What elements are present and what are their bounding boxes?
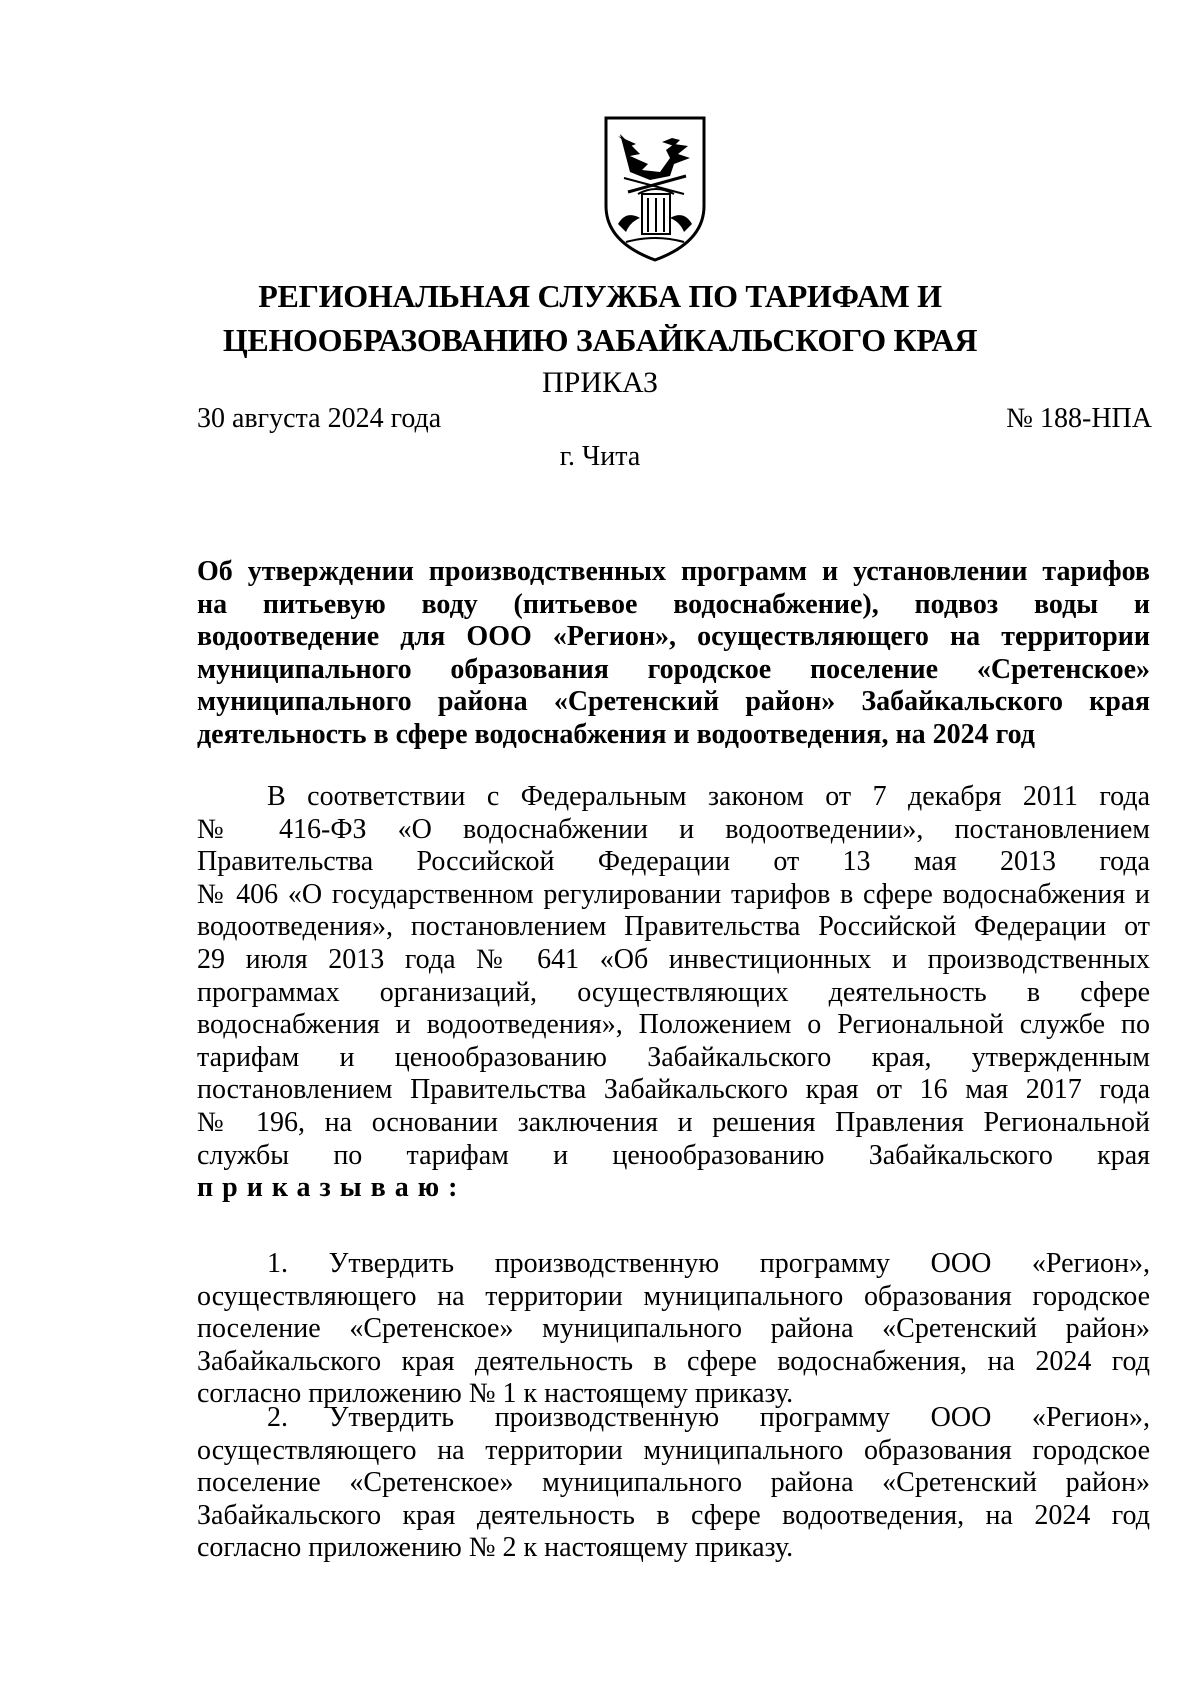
- order-item-2: [197, 1402, 1150, 1565]
- title-line: водоотведение для ООО «Регион», осуществляющего на территории: [197, 621, 1150, 653]
- preamble-line: водоснабжения и водоотведения», Положением о Региональной службе по: [197, 1009, 1150, 1041]
- title-line: муниципального образования городское поселение «Сретенское»: [197, 653, 1150, 685]
- item-line: 2. Утвердить производственную программу ООО «Регион»,: [267, 1402, 1150, 1433]
- organization-name: [0, 274, 1200, 362]
- title-line: Об утверждении производственных программ и установлении тарифов: [197, 556, 1150, 587]
- preamble-line: водоотведения», постановлением Правительства Российской Федерации от: [197, 911, 1150, 943]
- order-item-1: [197, 1248, 1150, 1411]
- preamble-line: 29 июля 2013 года № 641 «Об инвестиционных и производственных: [197, 943, 1150, 975]
- preamble-line: № 406 «О государственном регулировании тарифов в сфере водоснабжения и: [197, 878, 1150, 910]
- item-line: осуществляющего на территории муниципального образования городское: [197, 1280, 1150, 1312]
- order-word: приказываю:: [197, 1172, 467, 1204]
- document-date: 30 августа 2024 года: [197, 403, 442, 434]
- organization-name-line-1: РЕГИОНАЛЬНАЯ СЛУЖБА ПО ТАРИФАМ И: [258, 278, 942, 314]
- item-line: поселение «Сретенское» муниципального района «Сретенский район»: [197, 1313, 1150, 1345]
- document-title: [197, 556, 1150, 752]
- preamble-line: тарифам и ценообразованию Забайкальского края, утвержденным: [197, 1041, 1150, 1073]
- preamble-line: службы по тарифам и ценообразованию Забайкальского края: [197, 1139, 1150, 1171]
- preamble-line: № 416-ФЗ «О водоснабжении и водоотведении», постановлением: [197, 813, 1150, 845]
- title-line: деятельность в сфере водоснабжения и водоотведения, на 2024 год: [197, 718, 1035, 750]
- organization-name-line-2: ЦЕНООБРАЗОВАНИЮ ЗАБАЙКАЛЬСКОГО КРАЯ: [222, 322, 978, 358]
- preamble-paragraph: [197, 781, 1150, 1205]
- document-number: № 188-НПА: [1006, 403, 1152, 434]
- item-line: 1. Утвердить производственную программу ООО «Регион»,: [267, 1248, 1150, 1279]
- coat-of-arms-emblem: [600, 114, 710, 264]
- preamble-line: № 196, на основании заключения и решения Правления Региональной: [197, 1106, 1150, 1138]
- item-line: согласно приложению № 2 к настоящему приказу.: [197, 1532, 794, 1564]
- title-line: на питьевую воду (питьевое водоснабжение), подвоз воды и: [197, 588, 1150, 620]
- title-line: муниципального района «Сретенский район» Забайкальского края: [197, 686, 1150, 718]
- document-type: ПРИКАЗ: [542, 366, 658, 399]
- item-line: Забайкальского края деятельность в сфере водоснабжения, на 2024 год: [197, 1345, 1150, 1377]
- preamble-line: постановлением Правительства Забайкальского края от 16 мая 2017 года: [197, 1074, 1150, 1106]
- item-line: Забайкальского края деятельность в сфере водоотведения, на 2024 год: [197, 1499, 1150, 1531]
- item-line: осуществляющего на территории муниципального образования городское: [197, 1434, 1150, 1466]
- document-city: г. Чита: [559, 441, 641, 472]
- item-line: согласно приложению № 1 к настоящему приказу.: [197, 1378, 794, 1410]
- item-line: поселение «Сретенское» муниципального района «Сретенский район»: [197, 1467, 1150, 1499]
- preamble-line: программах организаций, осуществляющих деятельность в сфере: [197, 976, 1150, 1008]
- preamble-line: В соответствии с Федеральным законом от 7 декабря 2011 года: [267, 781, 1150, 812]
- preamble-line: Правительства Российской Федерации от 13 мая 2013 года: [197, 846, 1150, 878]
